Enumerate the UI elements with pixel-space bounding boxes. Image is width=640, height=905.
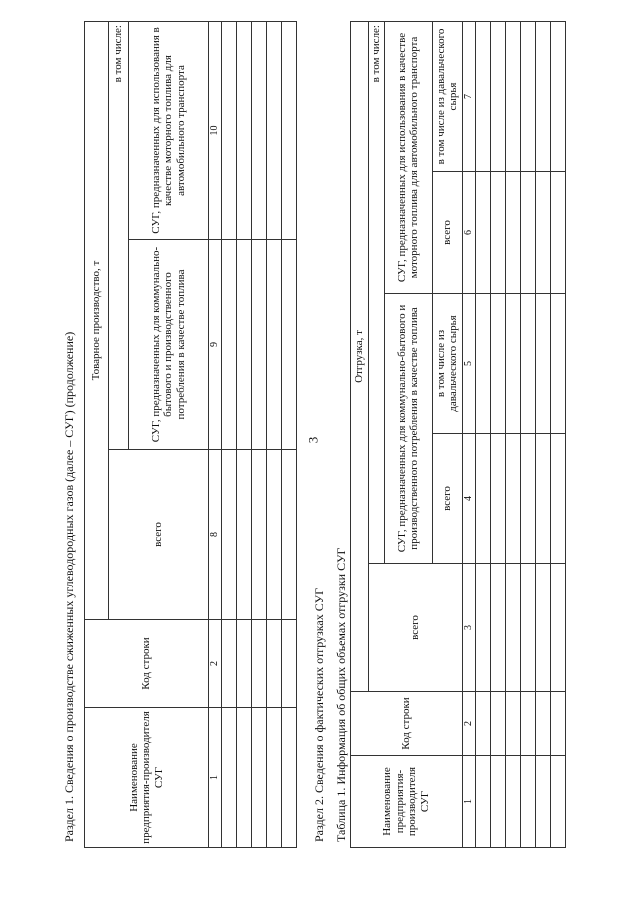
s1-colnum: 2	[209, 620, 222, 708]
s2-colnum: 1	[462, 756, 475, 848]
table-row	[505, 22, 520, 848]
section2-title: Раздел 2. Сведения о фактических отгрузках СУГ	[312, 587, 326, 842]
s1-header-including: в том числе:	[109, 22, 129, 450]
s2-header-including: в том числе:	[369, 22, 385, 564]
s1-colnum: 8	[209, 450, 222, 620]
section2-table-wrapper	[350, 21, 566, 848]
s2-header-communal-total: всего	[432, 434, 462, 564]
s1-colnum: 10	[209, 22, 222, 240]
table-row	[535, 22, 550, 848]
s1-colnum: 1	[209, 708, 222, 848]
table-row	[475, 22, 490, 848]
s2-header-communal: СУГ, предназначенных для коммунально-бытового и производственного потребления в качестве топлива	[384, 294, 432, 564]
s2-header-shipment: Отгрузка, т	[351, 22, 369, 692]
section1-table	[84, 21, 297, 848]
s2-header-name: Наименование предприятия-производителя СУГ	[351, 756, 463, 848]
s1-header-communal: СУГ, предназначенных для коммунально-бытового и производственного потребления в качестве топлива	[129, 240, 209, 450]
section2-table	[350, 21, 566, 848]
s2-header-motor-tolling: в том числе из давальческого сырья	[432, 22, 462, 172]
s2-colnum: 3	[462, 564, 475, 692]
s1-header-motor: СУГ, предназначенных для использования в качестве моторного топлива для автомобильного транспорта	[129, 22, 209, 240]
s1-header-code: Код строки	[85, 620, 209, 708]
s2-colnum: 6	[462, 172, 475, 294]
table-row	[237, 22, 252, 848]
s2-header-motor-total: всего	[432, 172, 462, 294]
s2-colnum: 5	[462, 294, 475, 434]
table-row	[282, 22, 297, 848]
s1-colnum: 9	[209, 240, 222, 450]
table-row	[520, 22, 535, 848]
s1-header-production: Товарное производство, т	[85, 22, 109, 620]
s2-colnum: 7	[462, 22, 475, 172]
s2-header-total: всего	[369, 564, 463, 692]
section1-table-wrapper	[84, 21, 297, 848]
table-row	[252, 22, 267, 848]
s2-colnum: 2	[462, 692, 475, 756]
page-number: 3	[305, 436, 321, 444]
table-row	[490, 22, 505, 848]
table-row	[222, 22, 237, 848]
section2-table-title: Таблица 1. Информация об общих объемах отгрузки СУГ	[334, 547, 348, 842]
table-row	[267, 22, 282, 848]
s2-header-communal-tolling: в том числе из давальческого сырья	[432, 294, 462, 434]
s2-header-motor: СУГ, предназначенных для использования в качестве моторного топлива для автомобильного транспорта	[384, 22, 432, 294]
s1-header-total: всего	[109, 450, 209, 620]
s2-colnum: 4	[462, 434, 475, 564]
s2-header-code: Код строки	[351, 692, 463, 756]
section1-title: Раздел 1. Сведения о производстве сжиженных углеводородных газов (далее – СУГ) (продолжение)	[62, 331, 76, 842]
s1-header-name: Наименование предприятия-производителя СУГ	[85, 708, 209, 848]
table-row	[550, 22, 565, 848]
